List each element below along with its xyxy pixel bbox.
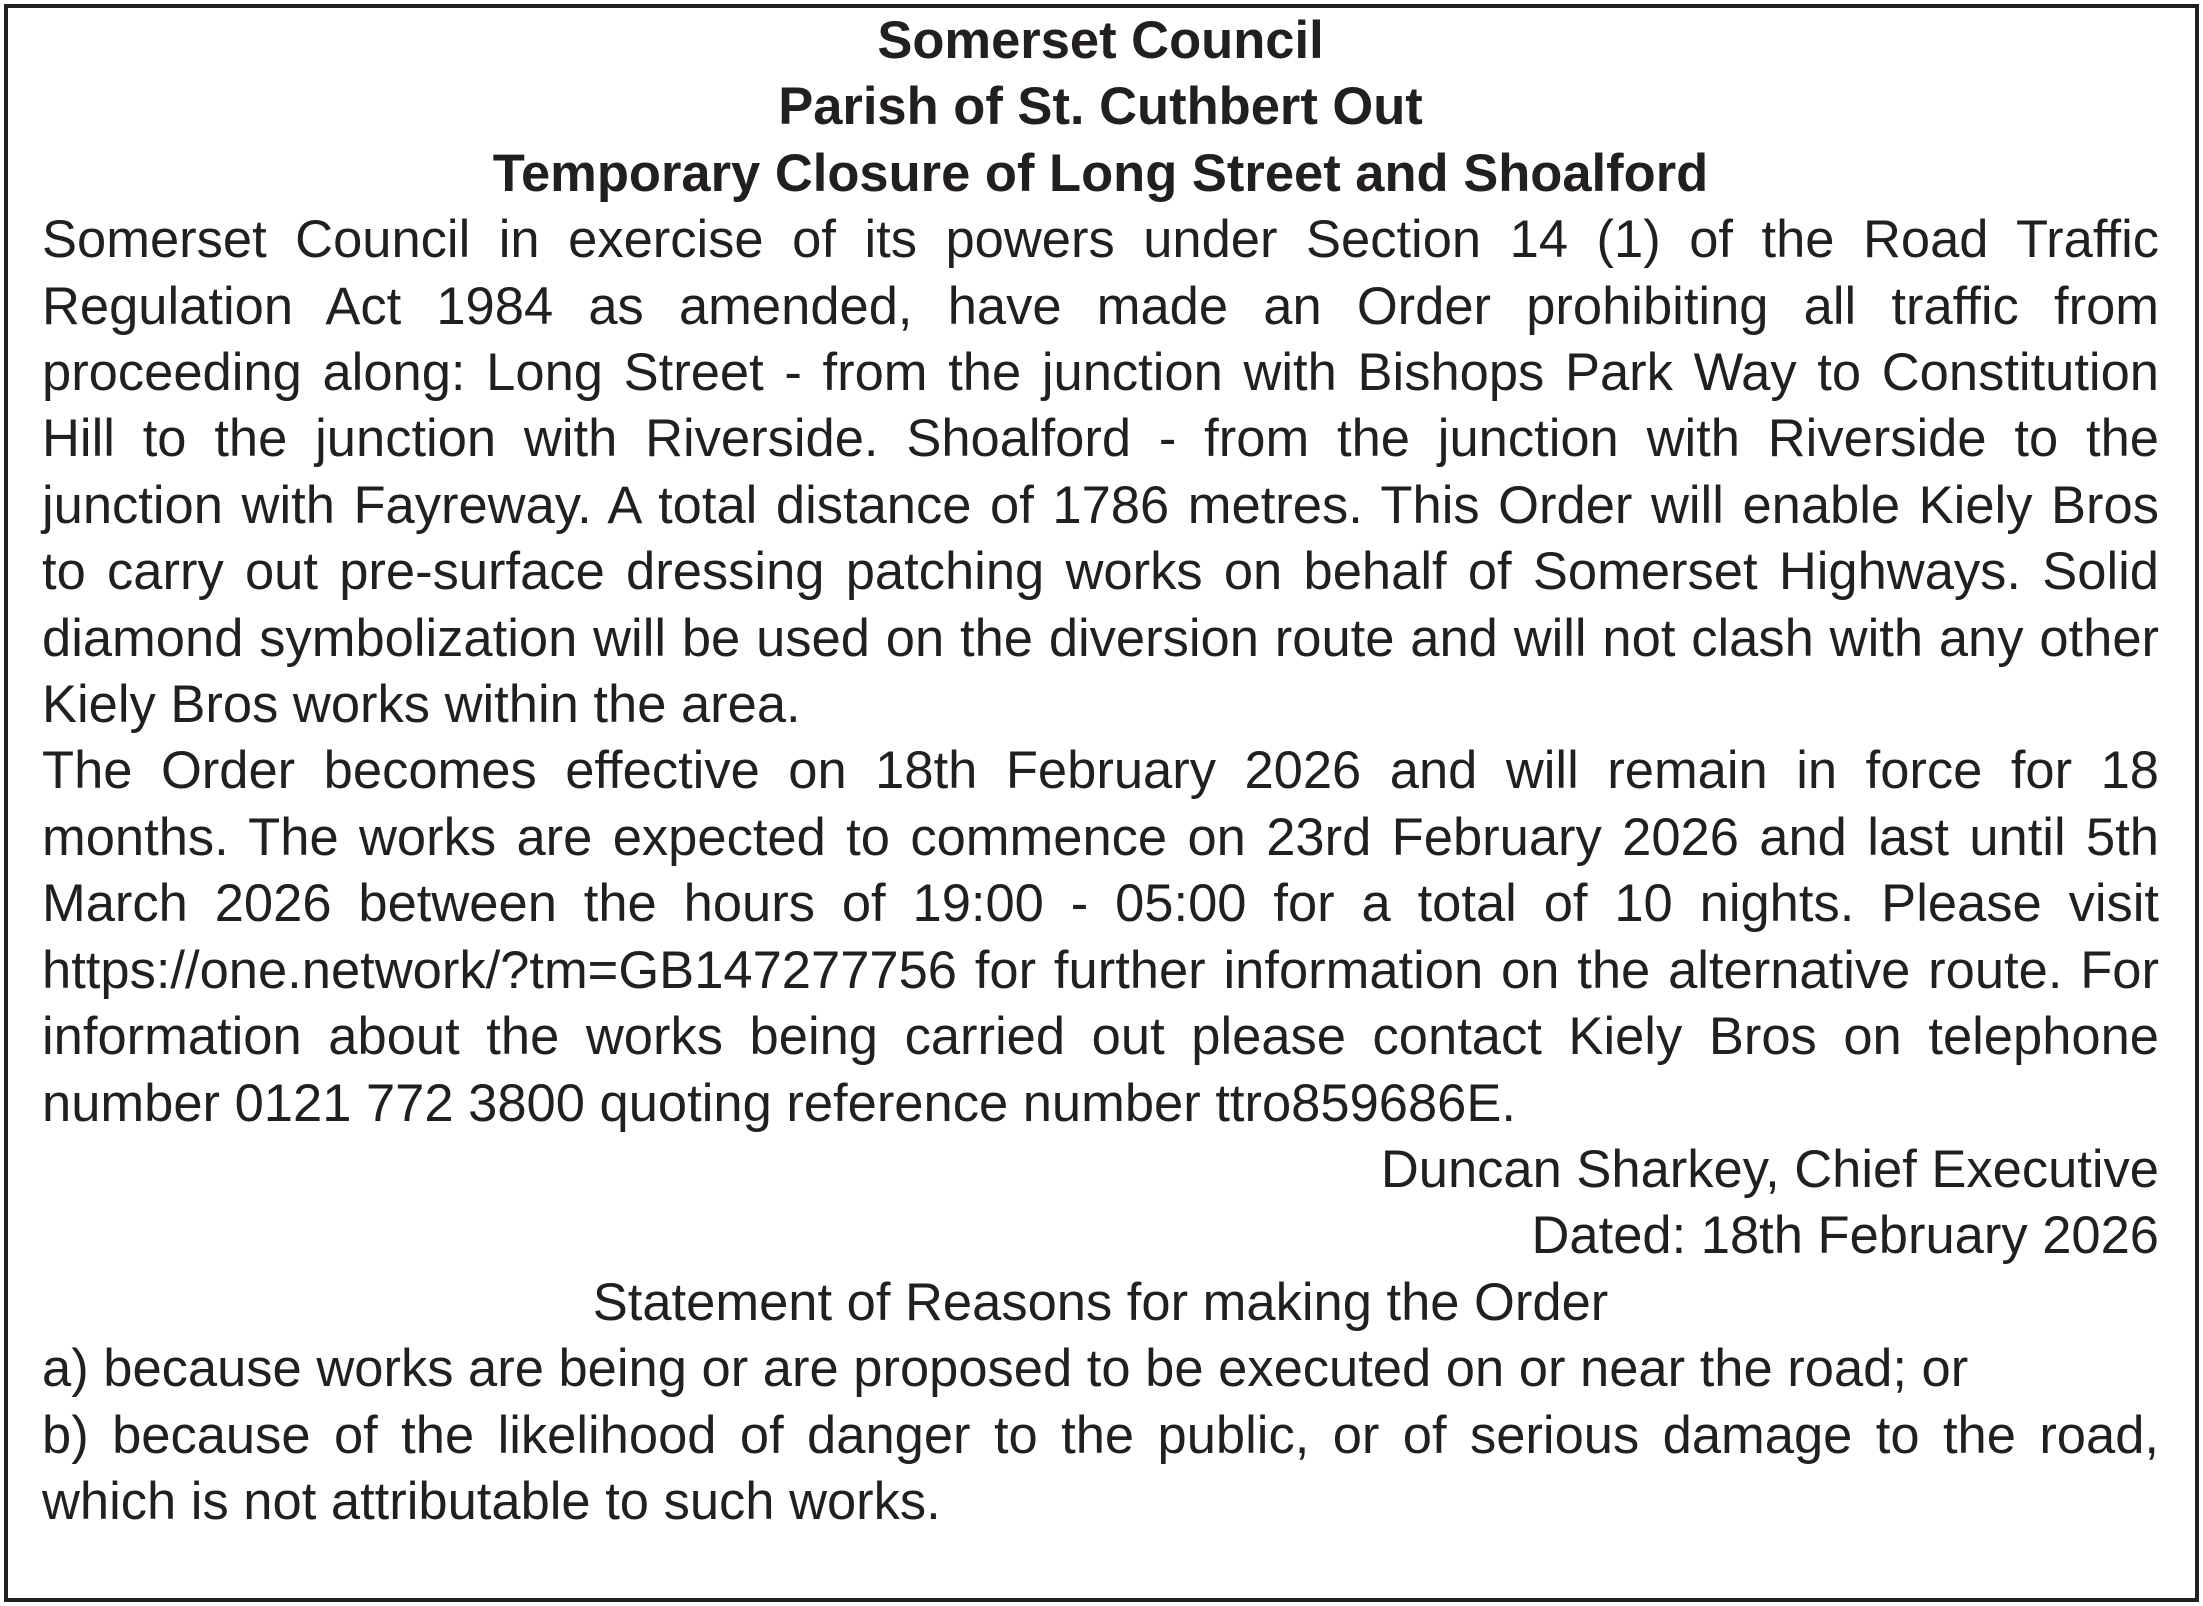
- dated: Dated: 18th February 2026: [1531, 1206, 2159, 1266]
- reason-item: a) because works are being or are proposed to be executed on or near the road; or: [42, 1339, 1969, 1399]
- reason-item: b) because of the likelihood of danger to the public, or of serious damage to the road, which is not attributable to such works.: [42, 1405, 2159, 1531]
- signatory: Duncan Sharkey, Chief Executive: [1380, 1139, 2159, 1199]
- parish-name: Parish of St. Cuthbert Out: [778, 77, 1423, 137]
- council-name: Somerset Council: [877, 11, 1324, 70]
- notice-title: Temporary Closure of Long Street and Shoalford: [492, 143, 1709, 203]
- reasons-heading: Statement of Reasons for making the Order: [592, 1272, 1609, 1332]
- public-notice: [4, 4, 2199, 1602]
- order-paragraph: Somerset Council in exercise of its powers under Section 14 (1) of the Road Traffic Regulation Act 1984 as amended, have made an Order prohibiting all traffic from proceeding along: Long Street - from the junction with Bishops Park Way to Constitution Hill to the junction with Riverside. Shoalford - from the junction with Riverside to the junction with Fayreway. A total distance of 1786 metres. This Order will enable Kiely Bros to carry out pre-surface dressing patching works on behalf of Somerset Highways. Solid diamond symbolization will be used on the diversion route and will not clash with any other Kiely Bros works within the area.: [42, 210, 2159, 735]
- effective-paragraph: The Order becomes effective on 18th February 2026 and will remain in force for 18 months. The works are expected to commence on 23rd February 2026 and last until 5th March 2026 between the hours of 19:00 - 05:00 for a total of 10 nights. Please visit https://one.network/?tm=GB147277756 for further information on the alternative route. For information about the works being carried out please contact Kiely Bros on telephone number 0121 772 3800 quoting reference number ttro859686E.: [42, 741, 2159, 1133]
- reasons-list: [42, 1336, 2159, 1535]
